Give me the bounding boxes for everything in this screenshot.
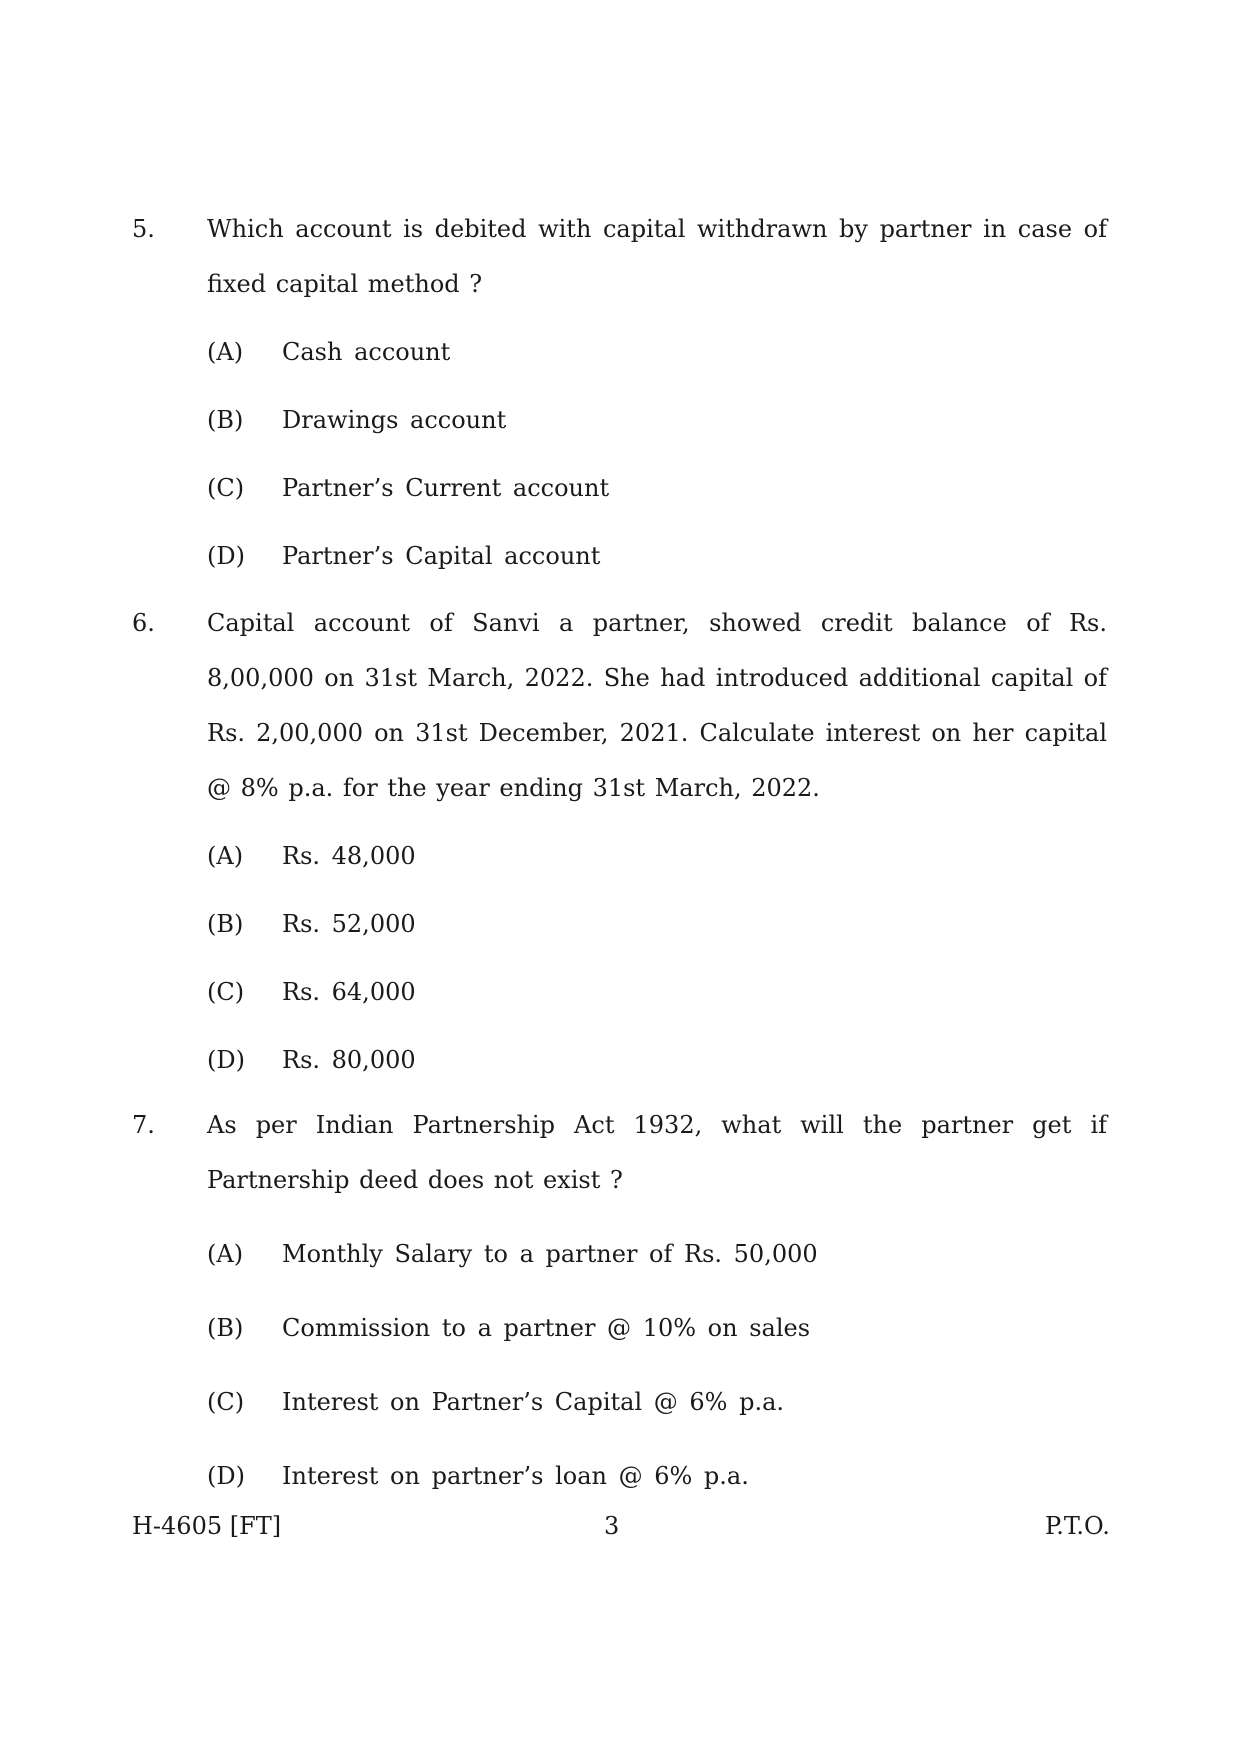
option-letter: (A) [207, 842, 244, 870]
option-text: Interest on partner’s loan @ 6% p.a. [282, 1462, 749, 1490]
option-letter: (B) [207, 910, 244, 938]
option-text: Cash account [282, 338, 451, 366]
option-letter: (C) [207, 474, 245, 502]
option-text: Rs. 52,000 [282, 910, 416, 938]
paper-code: H-4605 [FT] [132, 1512, 282, 1540]
question-number: 6. [132, 609, 155, 637]
question-text: As per Indian Partnership Act 1932, what will the partner get if Partnership deed does not exist ? [207, 1111, 1107, 1194]
option-text: Commission to a partner @ 10% on sales [282, 1314, 811, 1342]
option-letter: (D) [207, 1046, 245, 1074]
option-text: Partner’s Capital account [282, 542, 601, 570]
option-text: Rs. 80,000 [282, 1046, 416, 1074]
option-text: Interest on Partner’s Capital @ 6% p.a. [282, 1388, 785, 1416]
option-letter: (A) [207, 338, 244, 366]
option-letter: (A) [207, 1240, 244, 1268]
option-text: Drawings account [282, 406, 507, 434]
page-number: 3 [604, 1512, 620, 1540]
question-text: Which account is debited with capital withdrawn by partner in case of fixed capital method ? [207, 215, 1107, 298]
question-number: 7. [132, 1111, 155, 1139]
option-letter: (D) [207, 542, 245, 570]
question-number: 5. [132, 215, 155, 243]
option-letter: (D) [207, 1462, 245, 1490]
option-letter: (C) [207, 1388, 245, 1416]
please-turn-over: P.T.O. [1045, 1512, 1110, 1540]
option-text: Partner’s Current account [282, 474, 610, 502]
option-text: Rs. 64,000 [282, 978, 416, 1006]
question-text: Capital account of Sanvi a partner, showed credit balance of Rs. 8,00,000 on 31st March, 2022. She had introduced additional capital of Rs. 2,00,000 on 31st December, 2021. Calculate interest on her capital @ 8% p.a. for the year ending 31st March, 2022. [207, 609, 1107, 802]
option-text: Rs. 48,000 [282, 842, 416, 870]
option-text: Monthly Salary to a partner of Rs. 50,000 [282, 1240, 818, 1268]
option-letter: (B) [207, 406, 244, 434]
option-letter: (B) [207, 1314, 244, 1342]
option-letter: (C) [207, 978, 245, 1006]
